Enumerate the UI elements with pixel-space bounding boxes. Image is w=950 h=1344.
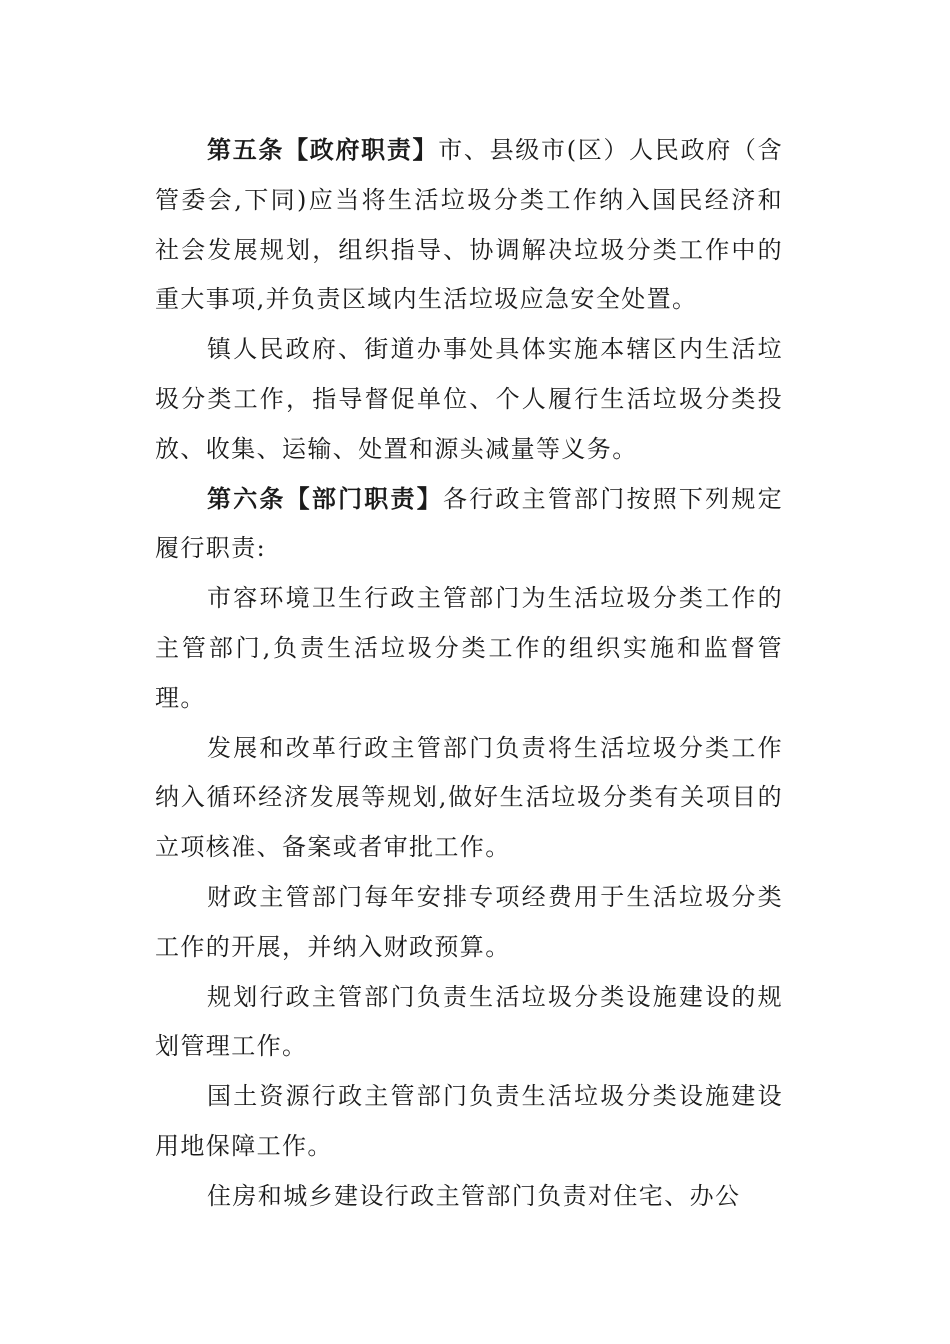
paragraph-text: 规划行政主管部门负责生活垃圾分类设施建设的规划管理工作。 [155,982,783,1061]
article-6-heading: 第六条【部门职责】 [207,484,443,513]
article-5-heading: 第五条【政府职责】 [207,136,439,164]
finance-paragraph [155,873,783,973]
paragraph-text: 各行政主管部门按照下列规定履行职责: [155,484,783,563]
document-page [155,126,783,1222]
paragraph-text: 住房和城乡建设行政主管部门负责对住宅、办公 [207,1181,741,1210]
paragraph-text: 市、县级市(区）人民政府（含管委会,下同)应当将生活垃圾分类工作纳入国民经济和社会发展规划，组织指导、协调解决垃圾分类工作中的重大事项,并负责区域内生活垃圾应急安全处置。 [155,136,783,314]
paragraph-text: 镇人民政府、街道办事处具体实施本辖区内生活垃圾分类工作，指导督促单位、个人履行生活垃圾分类投放、收集、运输、处置和源头减量等义务。 [155,335,783,463]
paragraph-text: 财政主管部门每年安排专项经费用于生活垃圾分类工作的开展，并纳入财政预算。 [155,882,783,961]
article-5-paragraph [155,126,783,325]
land-resources-paragraph [155,1072,783,1172]
planning-paragraph [155,973,783,1073]
city-sanitation-paragraph [155,574,783,723]
development-reform-paragraph [155,724,783,873]
paragraph-text: 国土资源行政主管部门负责生活垃圾分类设施建设用地保障工作。 [155,1082,783,1160]
paragraph-text: 发展和改革行政主管部门负责将生活垃圾分类工作纳入循环经济发展等规划,做好生活垃圾分类有关项目的立项核准、备案或者审批工作。 [155,733,783,862]
paragraph-text: 市容环境卫生行政主管部门为生活垃圾分类工作的主管部门,负责生活垃圾分类工作的组织实施和监督管理。 [155,584,783,712]
town-government-paragraph [155,325,783,474]
housing-construction-paragraph [155,1172,783,1222]
article-6-paragraph [155,475,783,575]
